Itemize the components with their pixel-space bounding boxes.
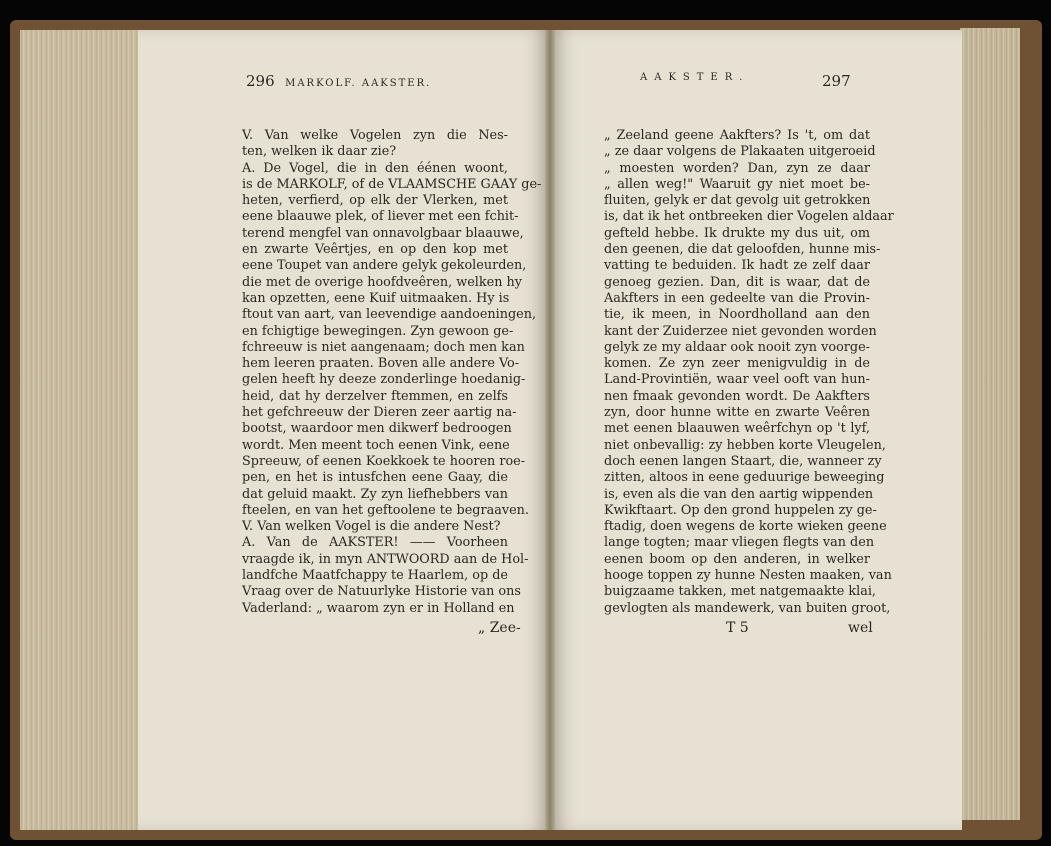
- text-line: is, dat ik het ontbreeken dier Vogelen aldaar: [604, 209, 894, 225]
- text-line: den geenen, die dat geloofden, hunne mis-: [604, 242, 881, 258]
- text-line: ten, welken ik daar zie?: [242, 144, 397, 160]
- text-line: met eenen blaauwen weêrfchyn op 't lyf,: [604, 421, 870, 437]
- text-line: gelen heeft hy deeze zonderlinge hoedanig-: [242, 372, 526, 388]
- text-line: het gefchreeuw der Dieren zeer aartig na-: [242, 405, 517, 421]
- text-line: eenen boom op den anderen, in welker: [604, 551, 870, 567]
- text-line: V. Van welke Vogelen zyn die Nes-: [242, 128, 508, 143]
- right-page-number: 297: [822, 72, 851, 90]
- text-line: gevlogten als mandewerk, van buiten groot,: [604, 600, 891, 616]
- text-line: zyn, door hunne witte en zwarte Veêren: [604, 405, 870, 421]
- text-line: pen, en het is intusfchen eene Gaay, die: [242, 470, 508, 486]
- text-line: vatting te beduiden. Ik hadt ze zelf daar: [604, 258, 870, 274]
- text-line: zitten, altoos in eene geduurige beweeging: [604, 470, 885, 486]
- text-line: „ ze daar volgens de Plakaaten uitgeroeid: [604, 144, 876, 160]
- text-line: tie, ik meen, in Noordholland aan den: [604, 307, 870, 323]
- text-line: kan opzetten, eene Kuif uitmaaken. Hy is: [242, 290, 510, 306]
- text-line: landfche Maatfchappy te Haarlem, op de: [242, 568, 508, 584]
- left-catchword: „ Zee-: [478, 620, 521, 636]
- right-page-edges: [960, 28, 1020, 820]
- text-line: heten, verfierd, op elk der Vlerken, met: [242, 193, 508, 209]
- text-line: genoeg gezien. Dan, dit is waar, dat de: [604, 274, 870, 290]
- right-page-text: [604, 128, 894, 617]
- text-line: vraagde ik, in myn ANTWOORD aan de Hol-: [242, 551, 529, 567]
- text-line: Kwikftaart. Op den grond huppelen zy ge-: [604, 502, 877, 518]
- text-line: Vraag over de Natuurlyke Historie van ons: [242, 584, 521, 600]
- text-line: eene Toupet van andere gelyk gekoleurden,: [242, 258, 527, 274]
- text-line: gelyk ze my aldaar ook nooit zyn voorge-: [604, 339, 870, 355]
- text-line: ftadig, doen wegens de korte wieken geene: [604, 519, 887, 535]
- text-line: en fchigtige bewegingen. Zyn gewoon ge-: [242, 323, 514, 339]
- text-line: ftout van aart, van leevendige aandoeningen,: [242, 307, 537, 323]
- text-line: Land-Provintiën, waar veel ooft van hun-: [604, 372, 870, 388]
- text-line: fteelen, en van het geftoolene te begraaven.: [242, 502, 529, 518]
- left-page-header: [246, 72, 431, 90]
- text-line: eene blaauwe plek, of liever met een fchit-: [242, 209, 519, 225]
- text-line: wordt. Men meent toch eenen Vink, eene: [242, 437, 510, 453]
- right-catchword: wel: [848, 620, 873, 636]
- text-line: „ moesten worden? Dan, zyn ze daar: [604, 160, 870, 176]
- text-line: hem leeren praaten. Boven alle andere Vo-: [242, 356, 520, 372]
- left-page-edges: [20, 30, 140, 830]
- text-line: Spreeuw, of eenen Koekkoek te hooren roe-: [242, 453, 526, 469]
- text-line: terend mengfel van onnavolgbaar blaauwe,: [242, 225, 524, 241]
- right-signature-mark: T 5: [726, 620, 749, 636]
- text-line: hooge toppen zy hunne Nesten maaken, van: [604, 568, 892, 584]
- text-line: en zwarte Veêrtjes, en op den kop met: [242, 242, 508, 258]
- text-line: A. Van de AAKSTER! —— Voorheen: [242, 535, 508, 551]
- text-line: fchreeuw is niet aangenaam; doch men kan: [242, 339, 525, 355]
- text-line: Vaderland: „ waarom zyn er in Holland en: [242, 600, 515, 616]
- text-line: komen. Ze zyn zeer menigvuldig in de: [604, 356, 870, 372]
- left-running-head: MARKOLF. AAKSTER.: [285, 78, 432, 89]
- text-line: fluiten, gelyk er dat gevolg uit getrokken: [604, 193, 871, 209]
- text-line: kant der Zuiderzee niet gevonden worden: [604, 323, 877, 339]
- text-line: dat geluid maakt. Zy zyn liefhebbers van: [242, 486, 508, 502]
- text-line: heid, dat hy derzelver ftemmen, en zelfs: [242, 388, 508, 404]
- text-line: is de MARKOLF, of de VLAAMSCHE GAAY ge-: [242, 176, 542, 192]
- text-line: die met de overige hoofdveêren, welken hy: [242, 274, 522, 290]
- text-line: gefteld hebbe. Ik drukte my dus uit, om: [604, 225, 870, 241]
- text-line: „ Zeeland geene Aakfters? Is 't, om dat: [604, 128, 870, 143]
- left-page-text: [242, 128, 542, 617]
- text-line: lange togten; maar vliegen flegts van den: [604, 535, 875, 551]
- text-line: niet onbevallig: zy hebben korte Vleugelen,: [604, 437, 886, 453]
- text-line: V. Van welken Vogel is die andere Nest?: [242, 519, 501, 535]
- text-line: nen fmaak gevonden wordt. De Aakfters: [604, 388, 870, 404]
- right-running-head: AAKSTER.: [640, 72, 750, 83]
- text-line: bootst, waardoor men dikwerf bedroogen: [242, 421, 512, 437]
- text-line: doch eenen langen Staart, die, wanneer zy: [604, 453, 882, 469]
- text-line: is, even als die van den aartig wippenden: [604, 486, 874, 502]
- text-line: Aakfters in een gedeelte van die Provin-: [604, 290, 870, 306]
- left-page-number: 296: [246, 72, 275, 90]
- book-gutter: [545, 30, 555, 830]
- text-line: „ allen weg!" Waaruit gy niet moet be-: [604, 176, 870, 192]
- text-line: A. De Vogel, die in den éénen woont,: [242, 160, 508, 176]
- text-line: buigzaame takken, met natgemaakte klai,: [604, 584, 876, 600]
